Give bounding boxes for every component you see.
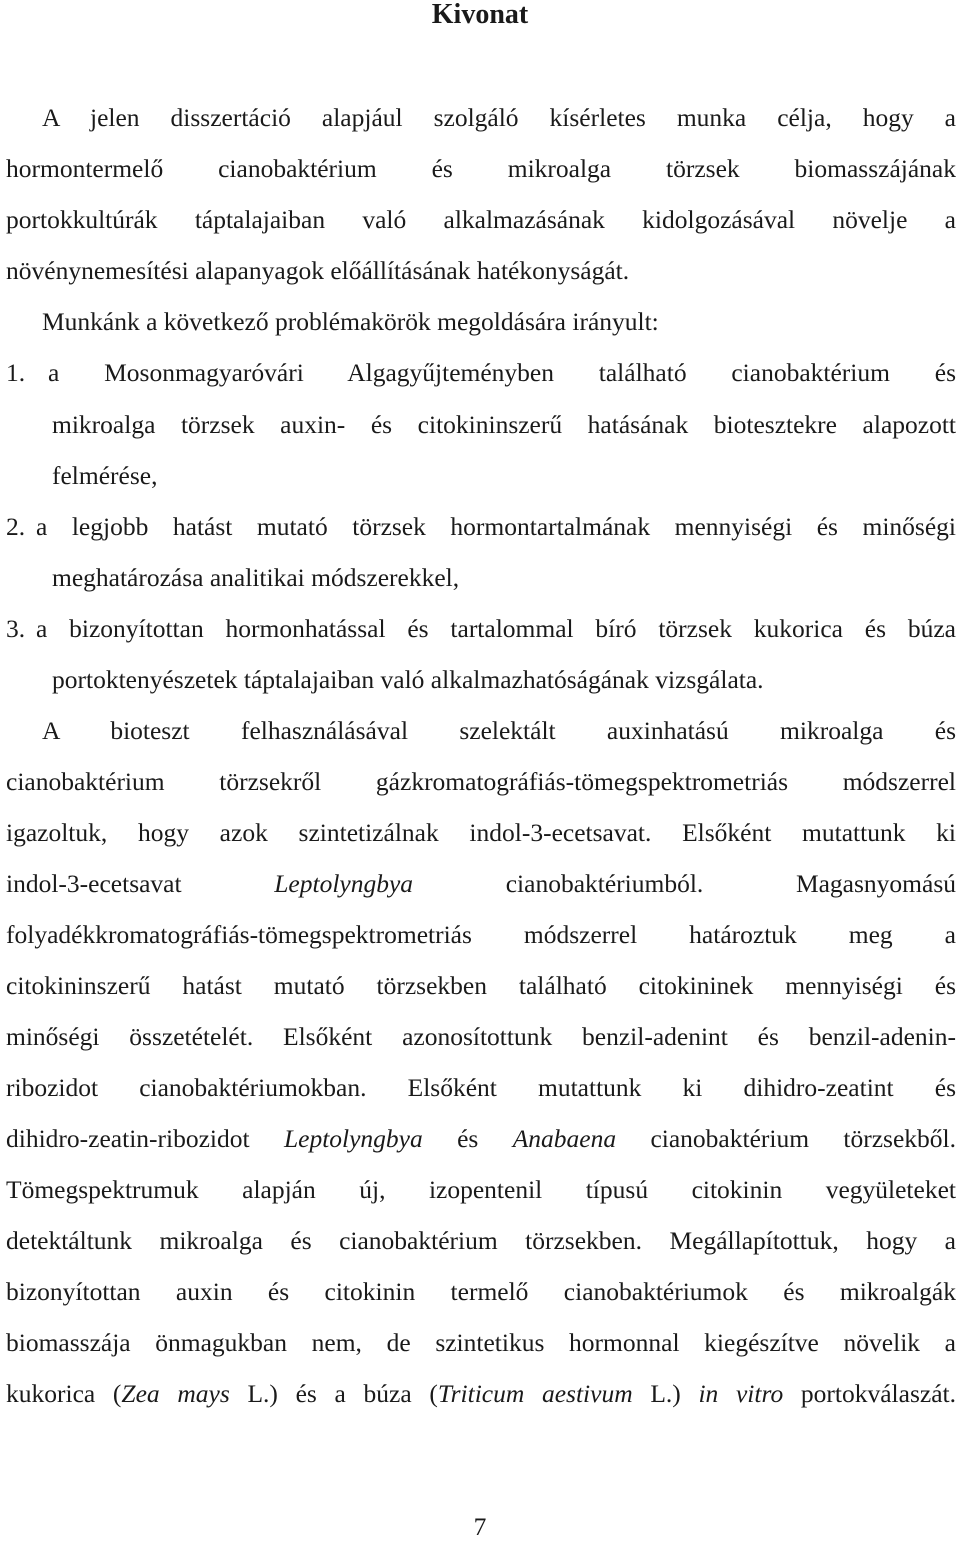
text-line: növénynemesítési alapanyagok előállításának hatékonyságát. xyxy=(6,256,630,285)
list-number: 1. xyxy=(6,358,26,387)
text-line: A bioteszt felhasználásával szelektált auxinhatású mikroalga és xyxy=(42,716,956,745)
text-line: biomasszája önmagukban nem, de szintetikus hormonnal kiegészítve növelik a xyxy=(6,1328,956,1357)
text-line: detektáltunk mikroalga és cianobaktérium törzsekben. Megállapítottuk, hogy a xyxy=(6,1226,956,1255)
text-run: indol-3-ecetsavat xyxy=(6,869,275,898)
species-name: Triticum aestivum xyxy=(437,1379,633,1408)
text-line: ribozidot cianobaktériumokban. Elsőként mutattunk ki dihidro-zeatint és xyxy=(6,1073,956,1102)
text-run: portokválaszát. xyxy=(783,1379,956,1408)
text-line: Munkánk a következő problémakörök megoldására irányult: xyxy=(42,307,659,336)
italic-term: in vitro xyxy=(698,1379,784,1408)
list-number: 2. xyxy=(6,512,26,541)
text-line: Tömegspektrumuk alapján új, izopentenil típusú citokinin vegyületeket xyxy=(6,1175,956,1204)
species-name: Leptolyngbya xyxy=(274,869,414,898)
text-line: cianobaktérium törzsekről gázkromatográfiás-tömegspektrometriás módszerrel xyxy=(6,767,956,796)
text-run: kukorica ( xyxy=(6,1379,122,1408)
text-line: igazoltuk, hogy azok szintetizálnak indol-3-ecetsavat. Elsőként mutattunk ki xyxy=(6,818,956,847)
text-line: hormontermelő cianobaktérium és mikroalga törzsek biomasszájának xyxy=(6,154,956,183)
text-run: cianobaktériumból. Magasnyomású xyxy=(413,869,956,898)
text-line: bizonyítottan auxin és citokinin termelő cianobaktériumok és mikroalgák xyxy=(6,1277,956,1306)
text-run: cianobaktérium törzsekből. xyxy=(616,1124,956,1153)
species-name: Anabaena xyxy=(512,1124,617,1153)
list-number: 3. xyxy=(6,614,26,643)
text-run: és xyxy=(422,1124,513,1153)
text-line: folyadékkromatográfiás-tömegspektrometriás módszerrel határoztuk meg a xyxy=(6,920,956,949)
text-line: citokininszerű hatást mutató törzsekben található citokininek mennyiségi és xyxy=(6,971,956,1000)
text-run: dihidro-zeatin-ribozidot xyxy=(6,1124,284,1153)
section-heading: Kivonat xyxy=(431,0,529,30)
page-number: 7 xyxy=(473,1512,487,1541)
list-item-text: felmérése, xyxy=(52,461,158,490)
list-item-text: a Mosonmagyaróvári Algagyűjteményben található cianobaktérium és xyxy=(48,358,956,387)
species-name: Leptolyngbya xyxy=(283,1124,423,1153)
list-item-text: meghatározása analitikai módszerekkel, xyxy=(52,563,460,592)
text-line: minőségi összetételét. Elsőként azonosítottunk benzil-adenint és benzil-adenin- xyxy=(6,1022,956,1051)
list-item-text: a bizonyítottan hormonhatással és tartalommal bíró törzsek kukorica és búza xyxy=(36,614,956,643)
text-run: L.) xyxy=(632,1379,699,1408)
text-run: L.) és a búza ( xyxy=(229,1379,438,1408)
text-line xyxy=(6,1379,956,1409)
text-line xyxy=(6,869,956,899)
list-item-text: a legjobb hatást mutató törzsek hormontartalmának mennyiségi és minőségi xyxy=(36,512,956,541)
list-item-text: mikroalga törzsek auxin- és citokininszerű hatásának biotesztekre alapozott xyxy=(52,410,956,439)
text-line: A jelen disszertáció alapjául szolgáló kísérletes munka célja, hogy a xyxy=(42,103,956,132)
species-name: Zea mays xyxy=(121,1379,230,1408)
list-item-text: portoktenyészetek táptalajaiban való alkalmazhatóságának vizsgálata. xyxy=(52,665,764,694)
text-line xyxy=(6,1124,956,1154)
text-line: portokkultúrák táptalajaiban való alkalmazásának kidolgozásával növelje a xyxy=(6,205,956,234)
